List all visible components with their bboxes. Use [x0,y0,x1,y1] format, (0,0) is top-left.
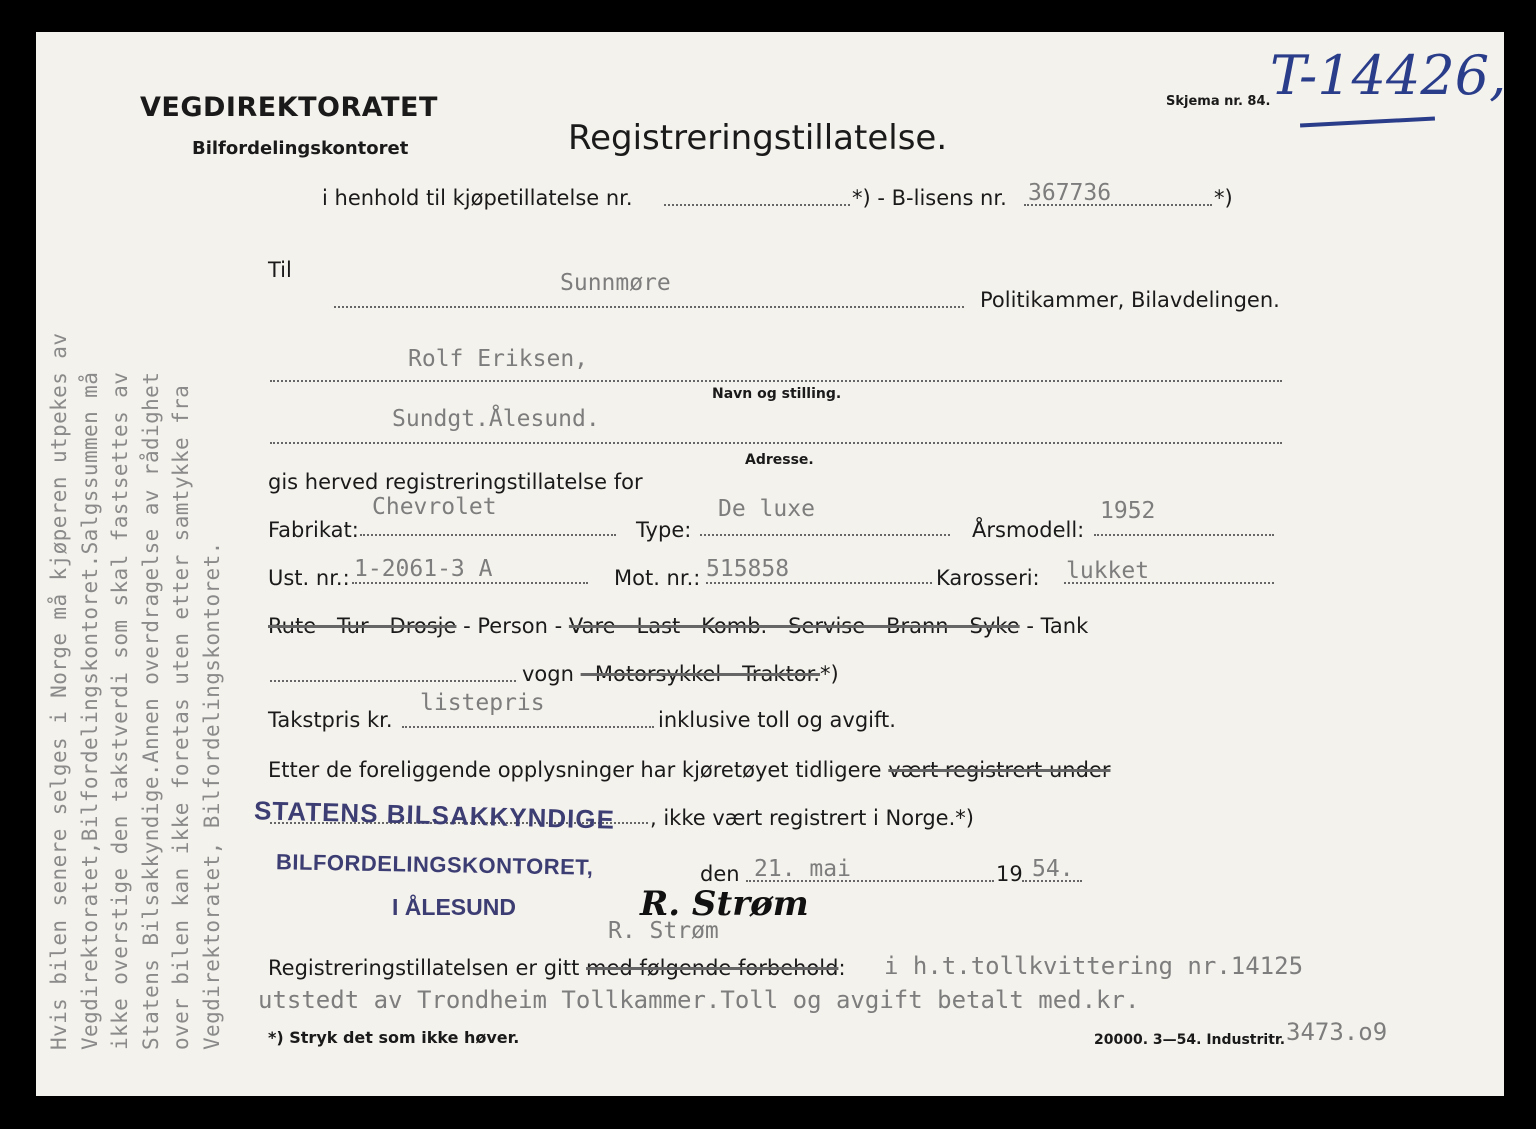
holder-name: Rolf Eriksen, [408,346,589,372]
agency-name: VEGDIREKTORATET [140,92,438,123]
category-struck: - Motorsykkel - Traktor. [580,662,821,686]
signature: R. Strøm [640,884,809,924]
type-field [700,534,950,536]
printer-mark: 20000. 3—54. Industritr. [1094,1032,1286,1048]
side-note-line: Statens Bilsakkyndige.Annen overdragelse av rådighet [138,371,163,1050]
category-tank: - Tank [1026,614,1089,638]
holder-address: Sundgt.Ålesund. [392,406,600,432]
address-caption: Adresse. [745,452,814,468]
model-year-value: 1952 [1100,498,1156,524]
b-license-number: 367736 [1028,180,1112,206]
paid-amount: 3473.o9 [1286,1018,1388,1046]
office-name: Bilfordelingskontoret [192,138,409,159]
purchase-permit-label: i henhold til kjøpetillatelse nr. [322,186,633,210]
vehicle-categories [268,614,1088,638]
valuation-suffix: inklusive toll og avgift. [658,708,896,732]
category-struck: Vare - Last - Komb. - Servise - Brann - Syke [568,614,1020,638]
type-label: Type: [636,518,692,542]
side-note-line: Vegdirektoratet,Bilfordelingskontoret.Salgssummen må [77,371,102,1050]
reservation-struck: med følgende forbehold [586,956,839,980]
type-value: De luxe [718,496,815,522]
reservation-text-1: i h.t.tollkvittering nr.14125 [884,952,1304,980]
chassis-number-field [352,582,588,584]
b-license-label: *) - B-lisens nr. [852,186,1007,210]
body-value: lukket [1066,558,1150,584]
reservation-colon: : [838,956,846,980]
make-field [360,534,616,536]
date-year: 54. [1032,856,1074,882]
model-year-label: Årsmodell: [972,518,1085,542]
valuation-label: Takstpris kr. [268,708,393,732]
grant-text: gis herved registreringstillatelse for [268,470,643,494]
purchase-permit-field [664,204,850,206]
category-struck: Rute - Tur - Drosje [268,614,457,638]
date-prefix: den [700,862,740,886]
date-century: 19 [996,862,1023,886]
vehicle-kind-field [270,680,516,682]
name-caption: Navn og stilling. [712,386,842,402]
engine-number-field [706,582,932,584]
handwritten-reference: T-14426, [1270,44,1507,107]
category-person: - Person - [463,614,563,638]
side-note [44,50,227,1050]
valuation-value: listepris [420,690,545,716]
stamp-line-1: STATENS BILSAKKYNDIGE [253,795,616,835]
body-label: Karosseri: [936,566,1040,590]
make-value: Chevrolet [372,494,497,520]
chassis-number-label: Ust. nr.: [268,566,350,590]
engine-number-label: Mot. nr.: [614,566,701,590]
police-district: Sunnmøre [560,270,671,296]
date-day-month: 21. mai [754,856,851,882]
category-end: *) [820,662,839,686]
engine-number-value: 515858 [706,556,790,582]
make-label: Fabrikat: [268,518,359,542]
history-text: Etter de foreliggende opplysninger har kjøretøyet tidligere [268,758,882,782]
reservation-label: Registreringstillatelsen er gitt [268,956,580,980]
side-note-line: ikke overstige den takstverdi som skal fastsettes av [108,371,132,1050]
model-year-field [1094,534,1274,536]
police-department: Politikammer, Bilavdelingen. [980,288,1280,312]
typed-signature: R. Strøm [608,918,719,944]
vehicle-kind-line [522,662,839,686]
registration-history [268,758,1110,782]
side-note-line: Vegdirektoratet, Bilfordelingskontoret. [199,541,224,1050]
address-field [270,442,1282,444]
reservation-line [268,956,846,980]
name-field [270,380,1282,382]
side-note-line: over bilen kan ikke foretas uten etter samtykke fra [169,384,193,1050]
not-registered-text: , ikke vært registrert i Norge.*) [650,806,974,830]
vogn-label: vogn [522,662,574,686]
stamp-line-3: I ÅLESUND [392,894,516,920]
reservation-text-2: utstedt av Trondheim Tollkammer.Toll og avgift betalt med.kr. [258,986,1140,1014]
side-note-line: Hvis bilen senere selges i Norge må kjøperen utpekes av [47,332,71,1050]
footnote: *) Stryk det som ikke høver. [268,1028,520,1047]
document-title: Registreringstillatelse. [568,118,948,158]
history-struck: vært registrert under [888,758,1111,782]
chassis-number-value: 1-2061-3 A [354,556,493,582]
b-license-end: *) [1214,186,1233,210]
valuation-field [402,726,654,728]
form-number: Skjema nr. 84. [1166,94,1271,109]
to-label: Til [268,258,292,282]
district-field [334,306,964,308]
stamp-line-2: BILFORDELINGSKONTORET, [275,849,594,880]
